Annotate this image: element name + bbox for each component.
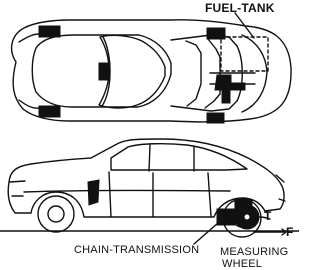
measuring-wheel-center-dot <box>244 214 250 220</box>
measurement-block <box>235 200 252 211</box>
rear-left-wheel-top <box>207 28 225 39</box>
rear-right-wheel-top <box>207 113 224 123</box>
fuel-tank-leader-line <box>235 13 254 38</box>
force-symbol-label: F <box>286 225 294 239</box>
front-wheel-hub <box>48 206 64 222</box>
fuel-tank-label: FUEL-TANK <box>205 1 275 15</box>
fuel-tank-outline <box>221 37 268 71</box>
side-door-lower-line <box>109 172 211 217</box>
front-fender-cutout <box>88 180 99 205</box>
side-rocker-line <box>24 190 230 192</box>
front-wheel-side <box>38 196 74 232</box>
chain-transmission-housing <box>217 209 236 225</box>
front-right-wheel-top <box>39 106 60 117</box>
side-front-bumper <box>10 181 25 196</box>
top-view-front-lines <box>19 34 39 108</box>
top-drive-unit <box>215 75 245 103</box>
top-drive-shaft <box>186 41 201 106</box>
side-view-car <box>0 139 299 244</box>
torque-symbol-label: T <box>264 209 272 223</box>
front-left-wheel-top <box>39 26 60 37</box>
top-view-center-block <box>99 63 110 80</box>
measuring-label: MEASURING <box>220 246 289 258</box>
wheel-label: WHEEL <box>222 258 263 270</box>
side-door-pillar-a <box>149 145 150 171</box>
side-view-dark-parts <box>88 180 259 229</box>
chain-transmission-label: CHAIN-TRANSMISSION <box>74 244 200 256</box>
side-view-roof-window <box>111 144 247 170</box>
